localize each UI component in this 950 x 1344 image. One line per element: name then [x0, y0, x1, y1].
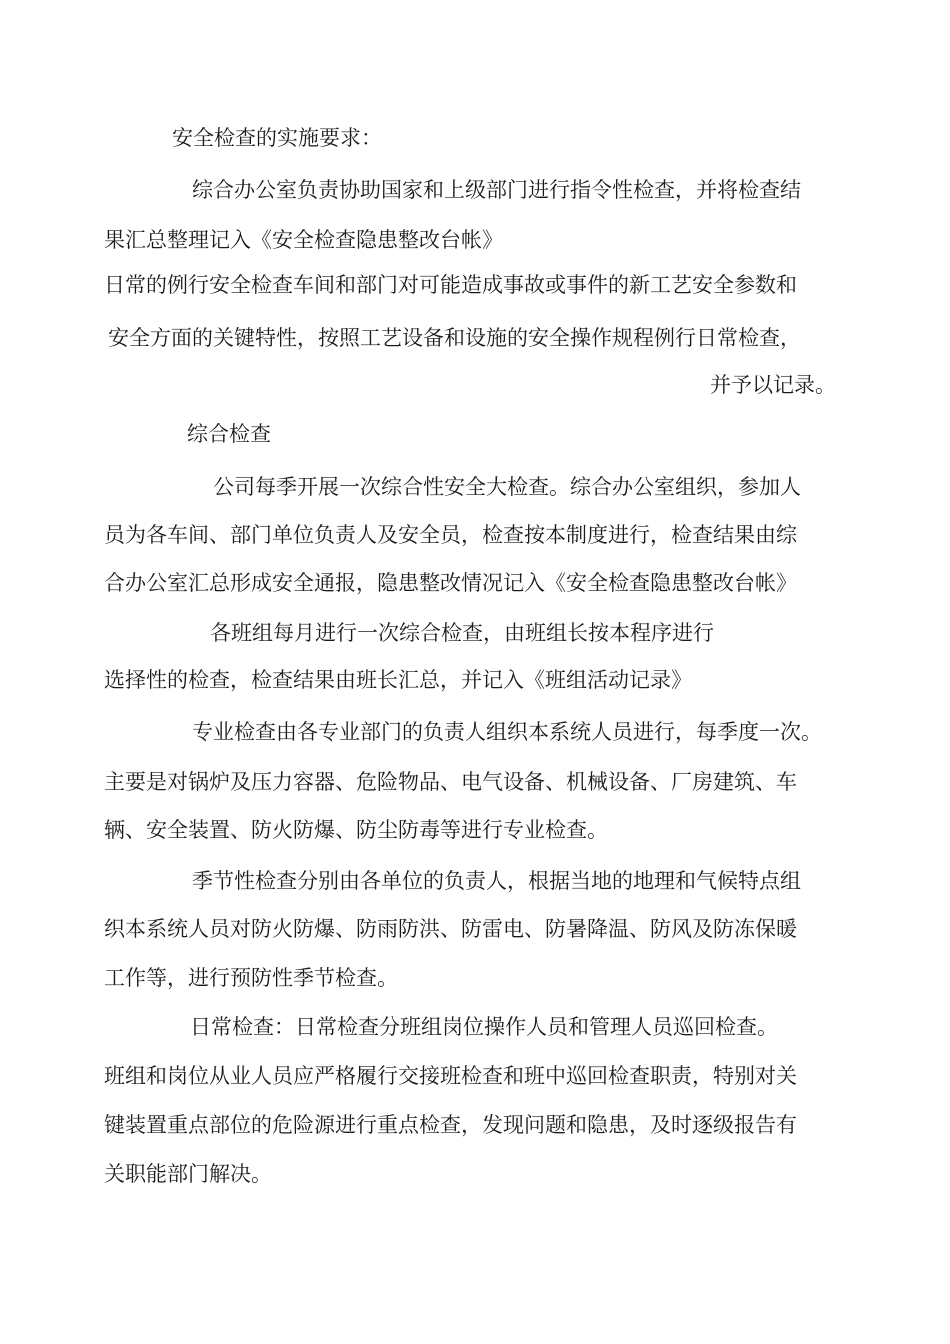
paragraph-line: 专业检查由各专业部门的负责人组织本系统人员进行，每季度一次。 — [192, 720, 822, 744]
paragraph-line: 员为各车间、部门单位负责人及安全员，检查按本制度进行，检查结果由综 — [104, 523, 797, 547]
heading-implementation: 安全检查的实施要求： — [172, 126, 382, 150]
paragraph-line: 关职能部门解决。 — [104, 1162, 272, 1186]
paragraph-line: 织本系统人员对防火防爆、防雨防洪、防雷电、防暑降温、防风及防冻保暖 — [104, 917, 797, 941]
paragraph-line: 班组和岗位从业人员应严格履行交接班检查和班中巡回检查职责，特别对关 — [104, 1064, 797, 1088]
paragraph-line: 并予以记录。 — [710, 373, 836, 397]
paragraph-line: 各班组每月进行一次综合检查，由班组长按本程序进行 — [210, 621, 714, 645]
paragraph-line: 安全方面的关键特性，按照工艺设备和设施的安全操作规程例行日常检查， — [108, 326, 801, 350]
paragraph-line: 综合办公室负责协助国家和上级部门进行指令性检查，并将检查结 — [192, 178, 801, 202]
paragraph-line: 主要是对锅炉及压力容器、危险物品、电气设备、机械设备、厂房建筑、车 — [104, 770, 797, 794]
paragraph-line: 辆、安全装置、防火防爆、防尘防毒等进行专业检查。 — [104, 818, 608, 842]
paragraph-line: 选择性的检查，检查结果由班长汇总，并记入《班组活动记录》 — [104, 668, 692, 692]
paragraph-line: 工作等，进行预防性季节检查。 — [104, 966, 398, 990]
paragraph-line: 日常的例行安全检查车间和部门对可能造成事故或事件的新工艺安全参数和 — [104, 273, 797, 297]
paragraph-line: 日常检查：日常检查分班组岗位操作人员和管理人员巡回检查。 — [190, 1015, 778, 1039]
heading-comprehensive-inspection: 综合检查 — [187, 422, 271, 446]
paragraph-line: 果汇总整理记入《安全检查隐患整改台帐》 — [104, 228, 503, 252]
paragraph-line: 季节性检查分别由各单位的负责人，根据当地的地理和气候特点组 — [192, 869, 801, 893]
paragraph-line: 键装置重点部位的危险源进行重点检查，发现问题和隐患，及时逐级报告有 — [104, 1113, 797, 1137]
paragraph-line: 合办公室汇总形成安全通报，隐患整改情况记入《安全检查隐患整改台帐》 — [104, 571, 797, 595]
paragraph-line: 公司每季开展一次综合性安全大检查。综合办公室组织，参加人 — [213, 475, 801, 499]
